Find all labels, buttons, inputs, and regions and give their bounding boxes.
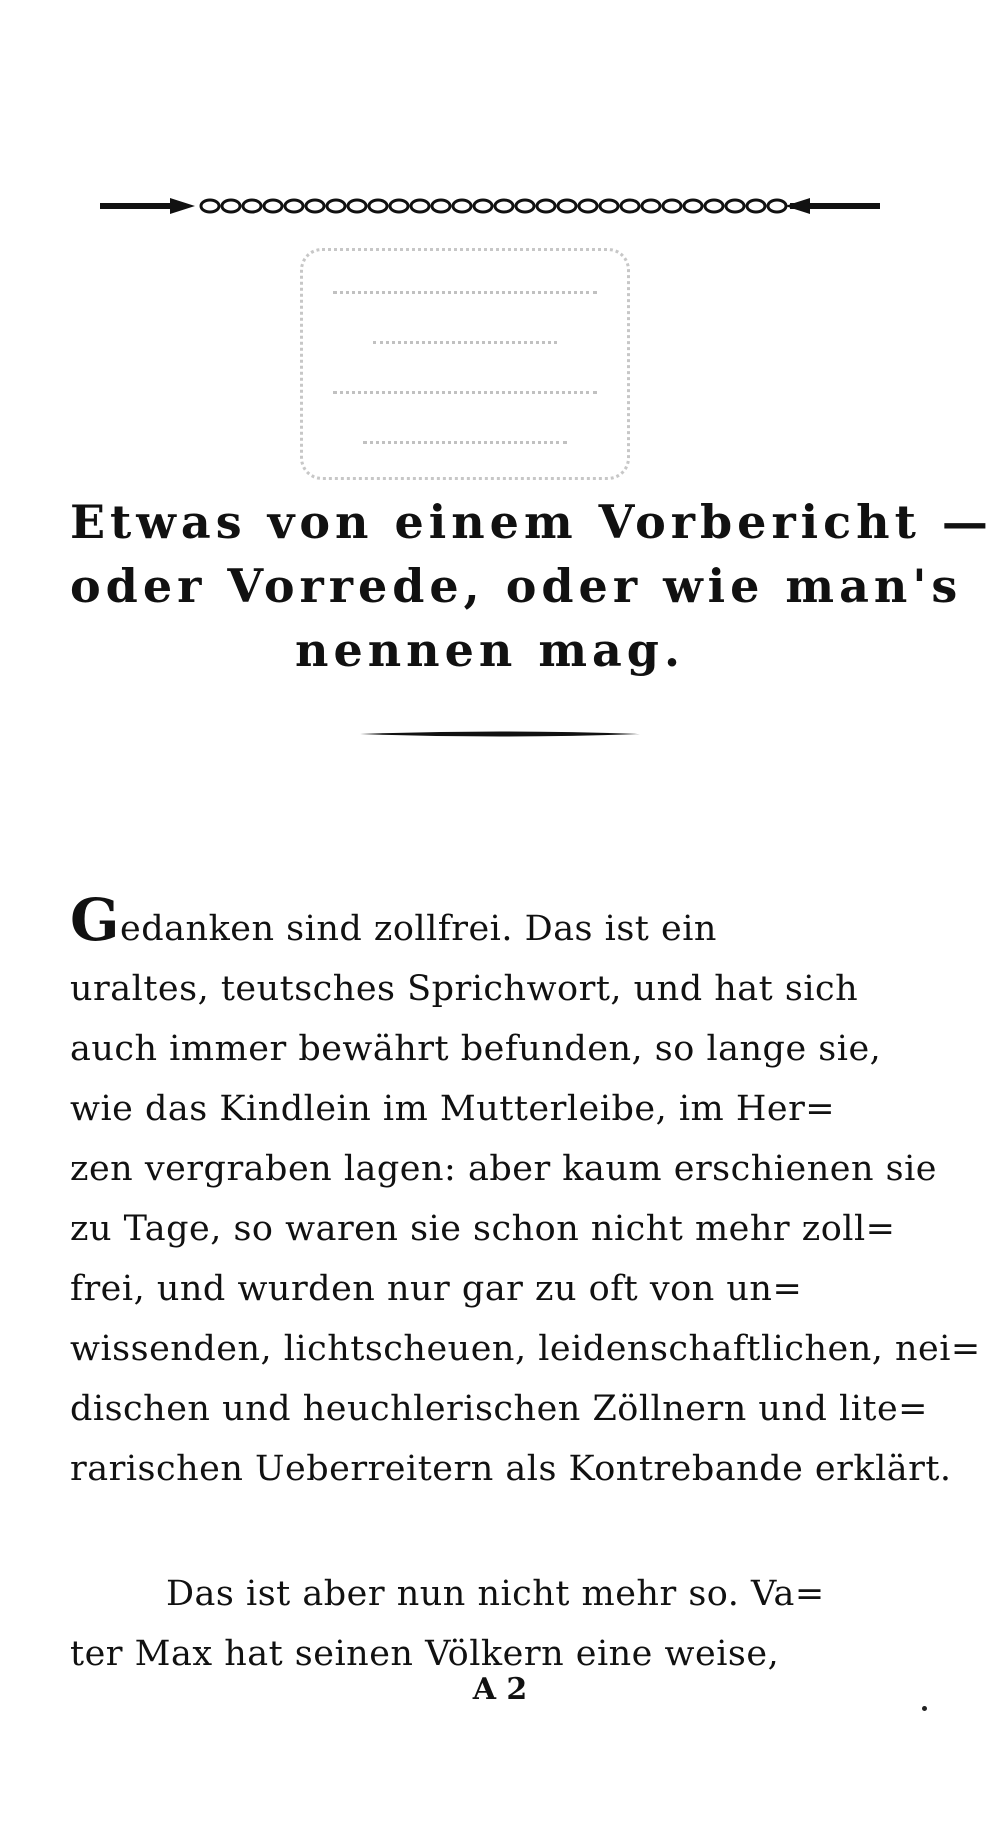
heading-line: nennen mag.: [295, 623, 685, 677]
text-line: Das ist aber nun nicht mehr so. Va=: [166, 1574, 825, 1614]
paragraph-1: [70, 886, 981, 1499]
signature-mark: A 2: [472, 1672, 528, 1707]
text-line: wissenden, lichtscheuen, leidenschaftlichen, nei=: [70, 1329, 981, 1369]
text-line: auch immer bewährt befunden, so lange sie,: [70, 1029, 882, 1069]
section-heading: [70, 490, 993, 682]
text-line: uraltes, teutsches Sprichwort, und hat sich: [70, 969, 859, 1009]
decorative-ornament-band: [100, 188, 880, 224]
ink-speck: [922, 1706, 927, 1711]
text-line: zen vergraben lagen: aber kaum erschienen sie: [70, 1149, 937, 1189]
library-stamp: [300, 248, 630, 480]
text-line: rarischen Ueberreitern als Kontrebande erklärt.: [70, 1449, 952, 1489]
heading-line: Etwas von einem Vorbericht —: [70, 495, 993, 549]
text-line: zu Tage, so waren sie schon nicht mehr zoll=: [70, 1209, 896, 1249]
heading-divider-rule: [360, 730, 640, 738]
paragraph-2: [70, 1564, 910, 1684]
text-line: wie das Kindlein im Mutterleibe, im Her=: [70, 1089, 836, 1129]
text-line-content: edanken sind zollfrei. Das ist ein: [120, 909, 717, 949]
drop-cap: G: [70, 886, 121, 954]
text-line: dischen und heuchlerischen Zöllnern und lite=: [70, 1389, 928, 1429]
text-line: ter Max hat seinen Völkern eine weise,: [70, 1634, 780, 1674]
heading-line: oder Vorrede, oder wie man's: [70, 559, 963, 613]
text-line: [70, 886, 910, 959]
text-line: frei, und wurden nur gar zu oft von un=: [70, 1269, 803, 1309]
